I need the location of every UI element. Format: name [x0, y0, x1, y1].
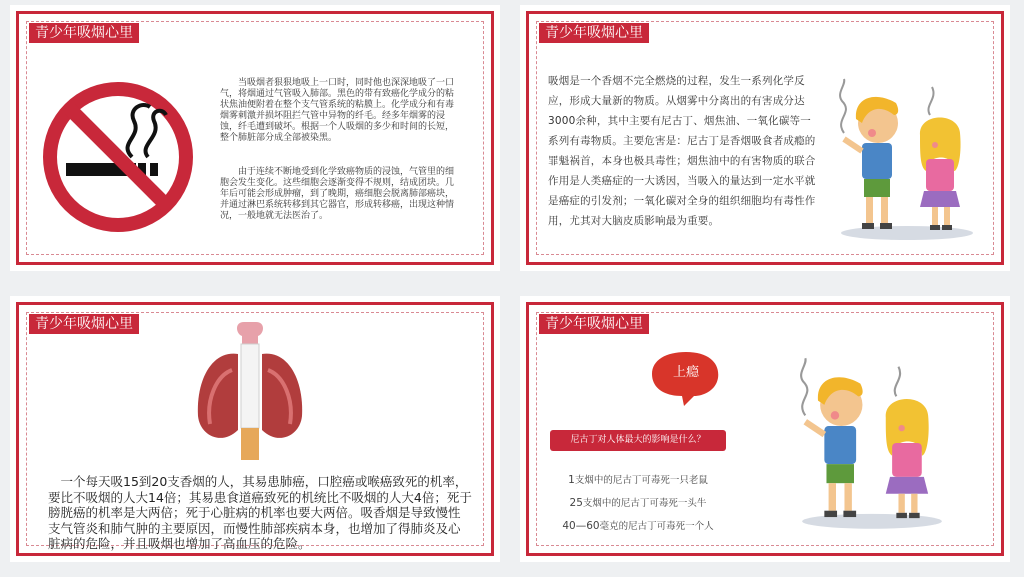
list-item-number: 40—60: [562, 520, 600, 532]
body-paragraph: 吸烟是一个香烟不完全燃烧的过程，发生一系列化学反应，形成大量新的物质。从烟雾中分离出的有害成分达3000余种，其中主要有尼古丁、烟焦油、一氧化碳等一系列有毒物质。主要危害是：尼古丁是香烟吸食者成瘾的罪魁祸首，本身也极具毒性；烟焦油中的有害物质的联合作用是人类癌症的一大诱因，当吸入的量达到一定水平就是癌症的引发剂；一氧化碳对全身的组织细胞均有毒性作用，尤其对大脑皮质影响最为重要。: [548, 75, 816, 227]
slide-title-tag: 青少年吸烟心里: [29, 314, 139, 334]
body-paragraph-1: 当吸烟者狠狠地吸上一口时，同时他也深深地吸了一口气，将烟通过气管吸入肺部。黑色的带有致癌化学成分的粘状焦油便附着在整个支气管系统的粘膜上。化学成分和有毒烟雾刺激并损坏阻拦气管中异物的纤毛。经多年烟雾的浸蚀，纤毛遭到破坏。根据一个人吸烟的多少和时间的长短，整个肺脏部分成全部被染黑。: [220, 78, 455, 143]
slide-2: [520, 5, 1010, 271]
body-paragraph-2: 由于连续不断地受到化学致癌物质的浸蚀，气管里的细胞会发生变化。这些细胞会逐渐变得不规则，结成团块。几年后可能会形成肿瘤，到了晚期，癌细胞会脱离肺部癌块，并通过淋巴系统转移到其它器官，形成转移癌，出现这种情况，一般地就无法医治了。: [220, 167, 455, 221]
smoking-kids-illustration: [782, 354, 962, 534]
slide-title-tag: 青少年吸烟心里: [539, 23, 649, 43]
list-item-text: 支烟中的尼古丁可毒死一头牛: [582, 498, 707, 509]
list-item: [550, 472, 726, 486]
smoking-kids-illustration: [832, 75, 982, 245]
list-item-text: 支烟中的尼古丁可毒死一只老鼠: [574, 475, 708, 486]
slide-3: [10, 296, 500, 562]
list-item-text: 毫克的尼古丁可毒死一个人: [599, 521, 714, 532]
speech-bubble-text: 上瘾: [672, 365, 699, 380]
slide-title-tag: 青少年吸烟心里: [539, 314, 649, 334]
list-item: [550, 495, 726, 509]
list-item-number: 25: [569, 497, 583, 509]
question-banner: 尼古丁对人体最大的影响是什么？: [550, 430, 726, 451]
slide-title-tag: 青少年吸烟心里: [29, 23, 139, 43]
lungs-cigarette-icon: [192, 320, 308, 462]
body-paragraph: 一个每天吸15到20支香烟的人，其易患肺癌，口腔癌或喉癌致死的机率，要比不吸烟的人大14倍；其易患食道癌致死的机统比不吸烟的人大4倍；死于膀胱癌的机率是大两倍；死于心脏病的机率也要大两倍。吸香烟是导致慢性支气管炎和肺气肿的主要原因，而慢性肺部疾病本身，也增加了得肺炎及心脏病的危险，并且吸烟也增加了高血压的危险。: [48, 474, 472, 551]
list-item: [550, 518, 726, 532]
list-item-number: 1: [568, 474, 575, 486]
no-smoking-icon: [38, 77, 198, 237]
slide-1: [10, 5, 500, 271]
slide-4: [520, 296, 1010, 562]
